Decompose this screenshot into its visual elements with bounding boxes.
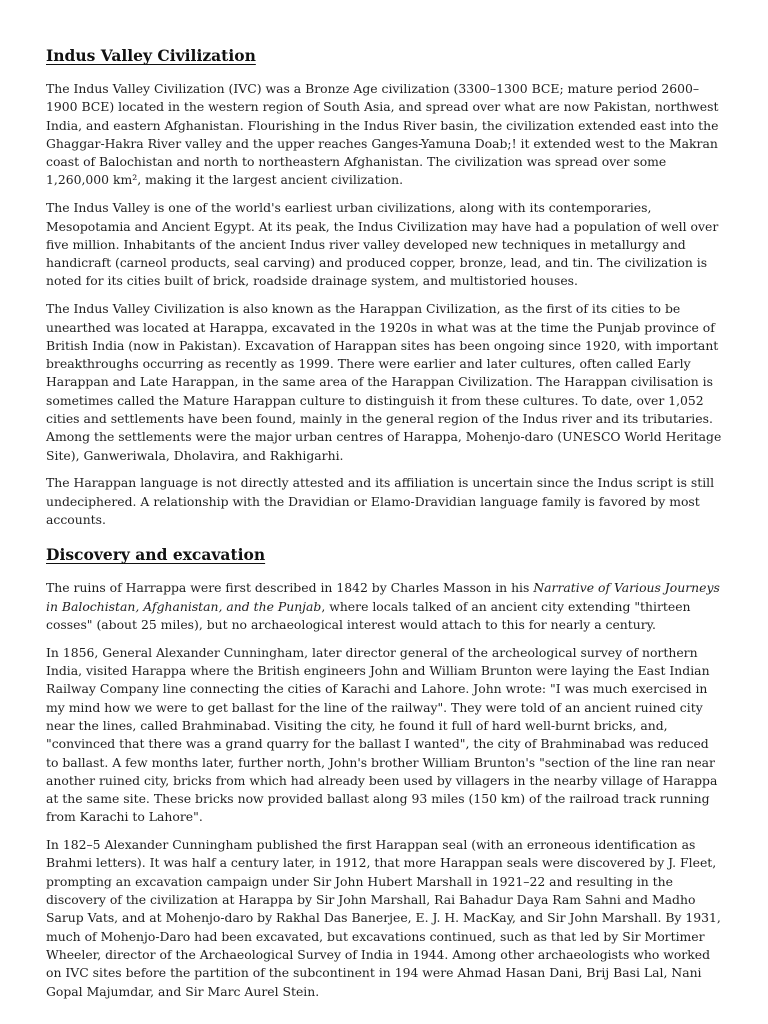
section-heading-ivc: Indus Valley Civilization [46,46,256,65]
paragraph: The Indus Valley is one of the world's earliest urban civilizations, along with its contemporaries, Mesopotamia and Ancient Egypt. At its peak, the Indus Civilization may have had a population of well over five million. Inhabitants of the ancient Indus river valley developed new techniques in metallurgy and handicraft (carneol products, seal carving) and produced copper, bronze, lead, and tin. The civilization is noted for its cities built of brick, roadside drainage system, and multistoried houses. [46,200,719,289]
paragraph [46,579,722,634]
paragraph: In 182–5 Alexander Cunningham published the first Harappan seal (with an erroneous identification as Brahmi letters). It was half a century later, in 1912, that more Harappan seals were discovered by J. Fleet, prompting an excavation campaign under Sir John Hubert Marshall in 1921–22 and resulting in the discovery of the civilization at Harappa by Sir John Marshall, Rai Bahadur Daya Ram Sahni and Madho Sarup Vats, and at Mohenjo-daro by Rakhal Das Banerjee, E. J. H. MacKay, and Sir John Marshall. By 1931, much of Mohenjo-Daro had been excavated, but excavations continued, such as that led by Sir Mortimer Wheeler, director of the Archaeological Survey of India in 1944. Among other archaeologists who worked on IVC sites before the partition of the subcontinent in 194 were Ahmad Hasan Dani, Brij Basi Lal, Nani Gopal Majumdar, and Sir Marc Aurel Stein. [46,837,721,999]
document-page [46,44,722,1010]
section-heading-discovery: Discovery and excavation [46,545,266,565]
paragraph: The Harappan language is not directly attested and its affiliation is uncertain since the Indus script is still undeciphered. A relationship with the Dravidian or Elamo-Dravidian language family is favored by most accounts. [46,475,715,528]
book-title: Narrative of Various Journeys in Balochistan, Afghanistan, and the Punjab [46,580,720,614]
paragraph: The Indus Valley Civilization is also known as the Harappan Civilization, as the first of its cities to be unearthed was located at Harappa, excavated in the 1920s in what was at the time the Punjab province of British India (now in Pakistan). Excavation of Harappan sites has been ongoing since 1920, with important breakthroughs occurring as recently as 1999. There were earlier and later cultures, often called Early Harappan and Late Harappan, in the same area of the Harappan Civilization. The Harappan civilisation is sometimes called the Mature Harappan culture to distinguish it from these cultures. To date, over 1,052 cities and settlements have been found, mainly in the general region of the Indus river and its tributaries. Among the settlements were the major urban centres of Harappa, Mohenjo-daro (UNESCO World Heritage Site), Ganweriwala, Dholavira, and Rakhigarhi. [46,301,722,463]
text-run: The ruins of Harrappa were first described in 1842 by Charles Masson in his [46,580,534,596]
paragraph: In 1856, General Alexander Cunningham, later director general of the archeological survey of northern India, visited Harappa where the British engineers John and William Brunton were laying the East Indian Railway Company line connecting the cities of Karachi and Lahore. John wrote: "I was much exercised in my mind how we were to get ballast for the line of the railway". They were told of an ancient ruined city near the lines, called Brahminabad. Visiting the city, he found it full of hard well-burnt bricks, and, "convinced that there was a grand quarry for the ballast I wanted", the city of Brahminabad was reduced to ballast. A few months later, further north, John's brother William Brunton's "section of the line ran near another ruined city, bricks from which had already been used by villagers in the nearby village of Harappa at the same site. These bricks now provided ballast along 93 miles (150 km) of the railroad track running from Karachi to Lahore". [46,644,718,825]
paragraph: The Indus Valley Civilization (IVC) was a Bronze Age civilization (3300–1300 BCE; mature period 2600–1900 BCE) located in the western region of South Asia, and spread over what are now Pakistan, northwest India, and eastern Afghanistan. Flourishing in the Indus River basin, the civilization extended east into the Ghaggar-Hakra River valley and the upper reaches Ganges-Yamuna Doab;! it extended west to the Makran coast of Balochistan and north to northeastern Afghanistan. The civilization was spread over some 1,260,000 km², making it the largest ancient civilization. [46,81,719,188]
text-run: , where locals talked of an ancient city extending "thirteen cosses" (about 25 miles), but no archaeological interest would attach to this for nearly a century. [46,598,691,632]
